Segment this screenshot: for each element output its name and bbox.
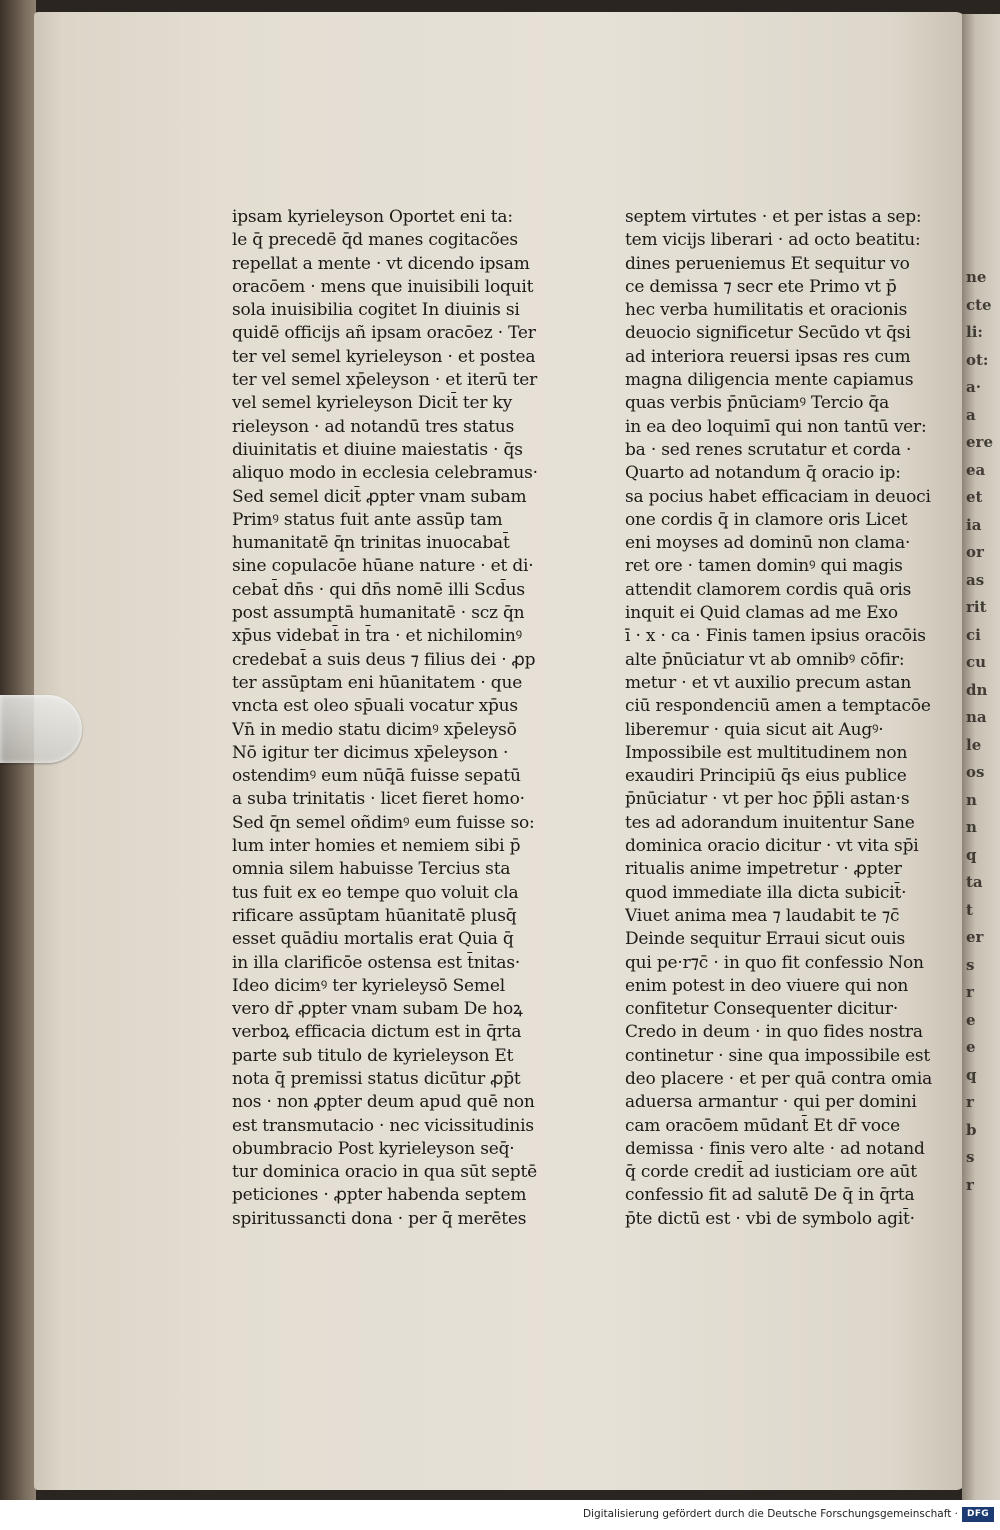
text-line: Quarto ad notandum q̄ oracio ip: — [625, 463, 901, 484]
text-line: rieleyson · ad notandū tres status — [232, 416, 515, 437]
recto-page-edge — [962, 14, 1000, 1500]
recto-fragment-line: cte — [966, 295, 992, 314]
text-line: inquit ei Quid clamas ad me Exo — [625, 603, 898, 624]
text-line: repellat a mente · vt dicendo ipsam — [232, 253, 530, 274]
text-line: credebat̄ a suis deus ⁊ filius dei · ꝓp — [232, 649, 536, 670]
recto-fragment-line: r — [966, 1175, 974, 1194]
text-line: sa pocius habet efficaciam in deuoci — [625, 486, 931, 507]
text-line: Impossibile est multitudinem non — [625, 742, 908, 763]
dfg-logo: DFG — [962, 1507, 994, 1522]
text-line: humanitatē q̄n trinitas inuocabat̄ — [232, 533, 510, 554]
text-line: exaudiri Principiū q̄s eius publice — [625, 766, 907, 787]
recto-fragment-line: n — [966, 818, 977, 836]
recto-fragment-line: et — [966, 488, 983, 506]
recto-fragment-line: ea — [966, 460, 986, 479]
text-line: hec verba humilitatis et oracionis — [625, 300, 908, 321]
text-line: obumbracio Post kyrieleyson seq̄· — [232, 1138, 515, 1159]
text-line: Nō igitur ter dicimus xp̄eleyson · — [232, 742, 509, 763]
recto-fragment-line: r — [966, 1093, 974, 1111]
text-line: continetur · sine qua impossibile est — [625, 1045, 931, 1066]
recto-fragment-line: ere — [966, 433, 993, 451]
text-line: deo placere · et per quā contra omia — [625, 1068, 933, 1089]
text-line: p̄te dictū est · vbi de symbolo agit̄· — [625, 1208, 915, 1229]
text-line: one cordis q̄ in clamore oris Licet — [625, 509, 908, 530]
text-line: attendit clamorem cordis quā oris — [625, 579, 912, 600]
recto-fragment-line: li: — [966, 323, 983, 341]
text-line: ret ore · tamen dominꝰ qui magis — [625, 556, 903, 577]
text-line: ba · sed renes scrutatur et corda · — [625, 439, 912, 460]
text-line: septem virtutes · et per istas a sep: — [625, 207, 922, 227]
text-line: omnia silem habuisse Tercius sta — [232, 859, 511, 880]
text-line: alte p̄nūciatur vt ab omnibꝰ cōfir: — [625, 649, 905, 670]
text-line: spiritussancti dona · per q̄ merētes — [232, 1208, 527, 1229]
text-line: verboꝝ efficacia dictum est in q̄rta — [232, 1022, 522, 1043]
recto-fragment-line: or — [966, 543, 984, 561]
recto-fragment-line: s — [966, 1148, 975, 1166]
text-line: dominica oracio dicitur · vt vita sp̄i — [625, 836, 919, 857]
text-line: enim potest in deo viuere qui non — [625, 975, 909, 996]
text-line: nota q̄ premissi status dicūtur ꝓp̄t — [232, 1068, 521, 1089]
recto-fragment-line: as — [966, 570, 985, 589]
recto-fragment-line: ia — [966, 515, 982, 534]
text-line: Ideo dicimꝰ ter kyrieleysō Semel — [232, 975, 505, 996]
text-line: sola inuisibilia cogitet In diuinis si — [232, 300, 520, 321]
text-line: ritualis anime impetretur · ꝓpter — [625, 859, 902, 880]
text-line: nos · non ꝓpter deum apud quē non — [232, 1092, 535, 1113]
text-line: magna diligencia mente capiamus — [625, 370, 914, 391]
recto-fragment-line: os — [966, 763, 985, 781]
text-line: ter vel semel xp̄eleyson · et iterū ter — [232, 370, 538, 391]
text-line: Sed q̄n semel oñdimꝰ eum fuisse so: — [232, 812, 535, 833]
text-line: qui pe·r⁊c̄ · in quo fit confessio Non — [625, 952, 924, 973]
recto-fragment-line: na — [966, 708, 987, 726]
text-line: tem vicijs liberari · ad octo beatitu: — [625, 230, 921, 251]
text-line: eni moyses ad dominū non clama· — [625, 533, 911, 554]
recto-fragment-line: t — [966, 900, 973, 919]
text-line: vncta est oleo sp̄uali vocatur xp̄us — [232, 696, 518, 717]
recto-fragment-line: q — [966, 1065, 977, 1084]
text-line: dines perueniemus Et sequitur vo — [625, 253, 910, 274]
text-line: ter assūptam eni hūanitatem · que — [232, 672, 523, 693]
recto-fragment-line: a· — [966, 378, 981, 396]
digitization-footer — [0, 1500, 1000, 1530]
text-line: est transmutacio · nec vicissitudinis — [232, 1115, 534, 1136]
text-line: p̄nūciatur · vt per hoc p̄p̄li astan·s — [625, 789, 910, 810]
recto-fragment-line: cu — [966, 653, 987, 671]
text-line: cebat̄ dn̄s · qui dn̄s nomē illi Scd̄us — [232, 579, 525, 600]
recto-fragment-line: b — [966, 1120, 977, 1139]
text-line: confitetur Consequenter dicitur· — [625, 999, 899, 1020]
recto-fragment-line: le — [966, 735, 982, 754]
text-line: quas verbis p̄nūciamꝰ Tercio q̄a — [625, 393, 890, 414]
text-line: in illa clarificōe ostensa est t̄nitas· — [232, 952, 521, 973]
text-line: aliquo modo in ecclesia celebramus· — [232, 463, 538, 484]
text-line: peticiones · ꝓpter habenda septem — [232, 1185, 527, 1206]
recto-fragment-line: ta — [966, 873, 983, 891]
text-line: quidē officijs añ ipsam oracōez · Ter — [232, 323, 536, 344]
recto-fragment-line: e — [966, 1038, 976, 1056]
text-line: sine copulacōe hūane nature · et di· — [232, 556, 534, 577]
text-line: Viuet anima mea ⁊ laudabit te ⁊c̄ — [625, 905, 900, 926]
recto-fragment-line: s — [966, 955, 975, 974]
text-line: a suba trinitatis · licet fieret homo· — [232, 789, 525, 810]
recto-fragment-line: ne — [966, 268, 987, 286]
text-line: ce demissa ⁊ secr ete Primo vt p̄ — [625, 276, 897, 297]
text-line: rificare assūptam hūanitatē plusq̄ — [232, 905, 517, 926]
text-line: in ea deo loquimī qui non tantū ver: — [625, 416, 927, 437]
page-marker-tab — [0, 695, 82, 763]
text-line: ter vel semel kyrieleyson · et postea — [232, 346, 536, 367]
text-line: lum inter homies et nemiem sibi p̄ — [232, 836, 521, 857]
recto-fragment-line: rit — [966, 598, 987, 616]
text-line: ciū respondenciū amen a temptacōe — [625, 696, 931, 717]
text-line: post assumptā humanitatē · scz q̄n — [232, 603, 525, 624]
text-line: tur dominica oracio in qua sūt septē — [232, 1162, 537, 1183]
text-line: Credo in deum · in quo fides nostra — [625, 1022, 923, 1043]
text-line: ī · x · ca · Finis tamen ipsius oracōis — [625, 626, 926, 647]
text-line: Deinde sequitur Erraui sicut ouis — [625, 929, 905, 950]
recto-text-fragment — [966, 264, 1000, 1204]
text-line: diuinitatis et diuine maiestatis · q̄s — [232, 439, 523, 460]
text-line: ostendimꝰ eum nūq̄ā fuisse sepatū — [232, 766, 521, 787]
text-line: ipsam kyrieleyson Oportet eni ta: — [232, 207, 513, 227]
text-line: ad interiora reuersi ipsas res cum — [625, 346, 911, 367]
recto-fragment-line: n — [966, 790, 977, 809]
text-line: confessio fit ad salutē De q̄ in q̄rta — [625, 1185, 915, 1206]
text-line: quod immediate illa dicta subicit̄· — [625, 882, 907, 903]
text-line: liberemur · quia sicut ait Augꝰ· — [625, 719, 884, 740]
text-line: tus fuit ex eo tempe quo voluit cla — [232, 882, 519, 903]
text-line: esset quādiu mortalis erat Quia q̄ — [232, 929, 514, 950]
recto-fragment-line: er — [966, 928, 984, 946]
text-line: deuocio significetur Secūdo vt q̄si — [625, 323, 911, 344]
recto-fragment-line: ot: — [966, 350, 989, 369]
funding-credit: Digitalisierung gefördert durch die Deutsche Forschungsgemeinschaft · — [582, 1508, 958, 1520]
recto-fragment-line: ci — [966, 625, 981, 644]
text-line: xp̄us videbat̄ in t̄ra · et nichilominꝰ — [232, 626, 522, 647]
left-text-column — [232, 206, 568, 1231]
text-line: oracōem · mens que inuisibili loquit — [232, 276, 534, 297]
text-line: aduersa armantur · qui per domini — [625, 1092, 917, 1113]
recto-fragment-line: a — [966, 405, 976, 424]
text-line: q̄ corde credit̄ ad iusticiam ore aūt — [625, 1162, 917, 1183]
recto-fragment-line: e — [966, 1010, 976, 1029]
text-line: vel semel kyrieleyson Dicit̄ ter ky — [232, 393, 513, 414]
text-line: tes ad adorandum inuitentur Sane — [625, 812, 915, 833]
text-line: parte sub titulo de kyrieleyson Et — [232, 1045, 514, 1066]
text-line: demissa · finis vero alte · ad notand — [625, 1138, 925, 1159]
text-line: Sed semel dicit̄ ꝓpter vnam subam — [232, 486, 527, 507]
text-line: Primꝰ status fuit ante assūp tam — [232, 509, 503, 530]
recto-fragment-line: q — [966, 845, 977, 864]
right-text-column — [625, 206, 961, 1231]
text-line: Vn̄ in medio statu dicimꝰ xp̄eleysō — [232, 719, 517, 740]
text-line: metur · et vt auxilio precum astan — [625, 672, 912, 693]
recto-fragment-line: r — [966, 983, 974, 1001]
text-line: vero dr̄ ꝓpter vnam subam De hoꝝ — [232, 999, 523, 1020]
text-line: le q̄ precedē q̄d manes cogitacões — [232, 230, 518, 251]
text-line: cam oracōem mūdant̄ Et dr̄ voce — [625, 1115, 900, 1136]
recto-fragment-line: dn — [966, 680, 988, 699]
